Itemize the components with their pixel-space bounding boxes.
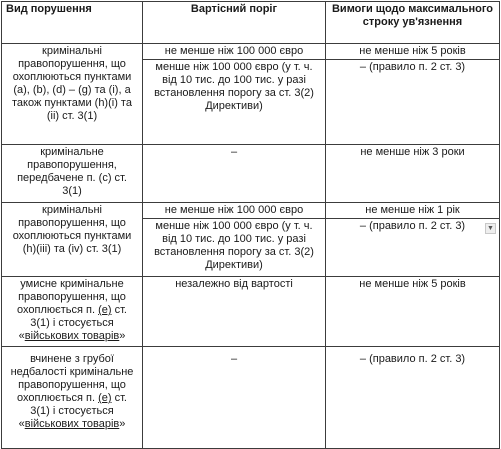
offence-cell: кримінальні правопорушення, що охоплюються пунктами (a), (b), (d) – (g) та (i), а також пунктами (h)(i) та (ii) ст. 3(1) xyxy=(2,44,143,145)
term-cell: не менше ніж 5 років xyxy=(326,44,500,60)
term-cell: не менше ніж 3 роки xyxy=(326,145,500,203)
term-cell xyxy=(326,219,500,277)
threshold-cell: менше ніж 100 000 євро (у т. ч. від 10 тис. до 100 тис. у разі встановлення порогу за ст. 3(2) Директиви) xyxy=(143,60,326,145)
table-row xyxy=(2,203,500,219)
dropdown-arrow-icon[interactable]: ▼ xyxy=(485,223,496,234)
offence-letter: (e) xyxy=(98,392,112,404)
offence-text: умисне кримінальне правопорушення, що охоплюється п. xyxy=(17,278,126,316)
offence-text: ст. 3(1) і стосується « xyxy=(18,392,127,430)
header-threshold: Вартісний поріг xyxy=(143,2,326,44)
military-goods-link[interactable]: військових товарів xyxy=(24,330,120,342)
offence-cell: кримінальне правопорушення, передбачене п. (c) ст. 3(1) xyxy=(2,145,143,203)
table-row xyxy=(2,347,500,449)
threshold-cell: не менше ніж 100 000 євро xyxy=(143,44,326,60)
offence-text: ст. 3(1) і стосується « xyxy=(18,304,127,342)
term-cell: не менше ніж 1 рік xyxy=(326,203,500,219)
term-cell: – (правило п. 2 ст. 3) xyxy=(326,60,500,145)
offence-cell xyxy=(2,277,143,347)
offence-letter: (e) xyxy=(98,304,112,316)
header-term: Вимоги щодо максимального строку ув'язнення xyxy=(326,2,500,44)
offence-cell xyxy=(2,347,143,449)
table-row xyxy=(2,277,500,347)
penalty-table xyxy=(1,1,500,449)
term-text: – (правило п. 2 ст. 3) xyxy=(359,220,466,232)
military-goods-link[interactable]: військових товарів xyxy=(24,418,120,430)
threshold-cell: – xyxy=(143,145,326,203)
threshold-cell: менше ніж 100 000 євро (у т. ч. від 10 тис. до 100 тис. у разі встановлення порогу за ст. 3(2) Директиви) xyxy=(143,219,326,277)
table-row xyxy=(2,145,500,203)
header-row xyxy=(2,2,500,44)
offence-cell: кримінальні правопорушення, що охоплюються пунктами (h)(iii) та (iv) ст. 3(1) xyxy=(2,203,143,277)
term-cell: – (правило п. 2 ст. 3) xyxy=(326,347,500,449)
header-offence: Вид порушення xyxy=(2,2,143,44)
offence-text: вчинене з грубої недбалості кримінальне правопорушення, що охоплюється п. xyxy=(10,353,134,404)
table-row xyxy=(2,44,500,60)
threshold-cell: незалежно від вартості xyxy=(143,277,326,347)
term-cell: не менше ніж 5 років xyxy=(326,277,500,347)
offence-text: » xyxy=(119,330,126,342)
threshold-cell: – xyxy=(143,347,326,449)
offence-text: » xyxy=(119,418,126,430)
threshold-cell: не менше ніж 100 000 євро xyxy=(143,203,326,219)
